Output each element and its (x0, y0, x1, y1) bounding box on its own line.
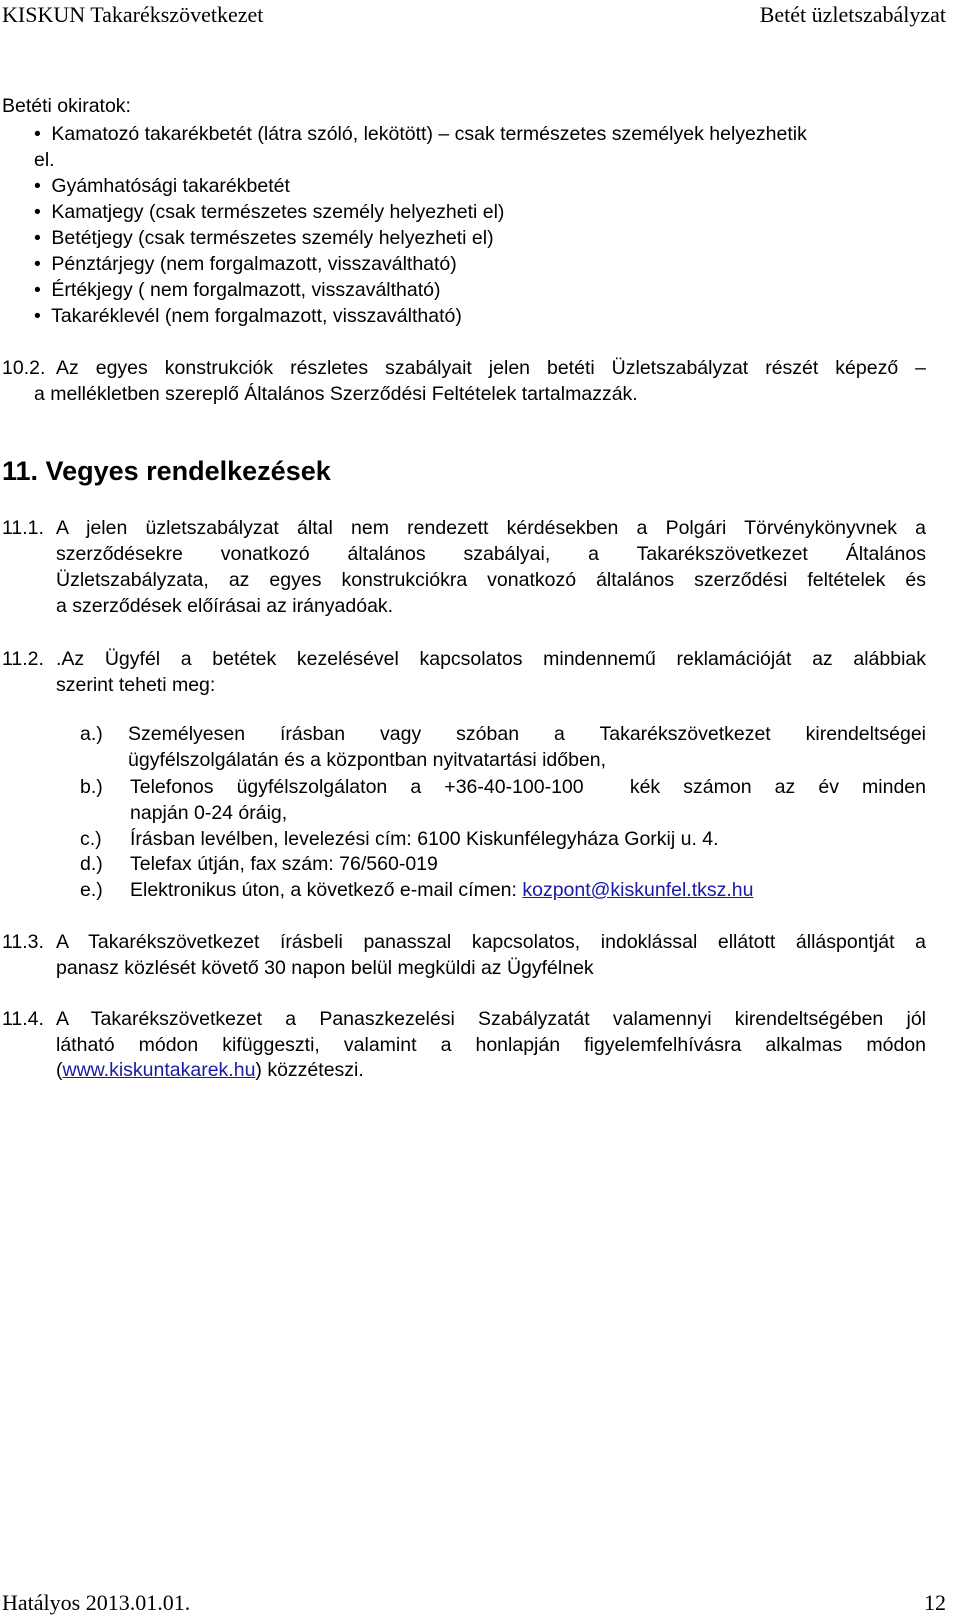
paren-open: ( (56, 1059, 63, 1081)
bullet-icon: • (34, 201, 41, 223)
item-c-line: Írásban levélben, levelezési cím: 6100 Kiskunfélegyháza Gorkij u. 4. (130, 828, 719, 850)
list-item (34, 123, 807, 146)
item-label-d: d.) (80, 853, 103, 875)
item-b-line: Telefonos ügyfélszolgálaton a +36-40-100-100 kék számon az év minden (130, 776, 926, 798)
item-d-line: Telefax útján, fax szám: 76/560-019 (130, 853, 438, 875)
item-e-text: Elektronikus úton, a következő e-mail címen: (130, 879, 523, 901)
section-11-2-line: .Az Ügyfél a betétek kezelésével kapcsolatos mindennemű reklamációját az alábbiak (56, 648, 926, 670)
bullet-icon: • (34, 175, 41, 197)
bullet-icon: • (34, 227, 41, 249)
deposit-docs-title: Betéti okiratok: (2, 95, 131, 117)
bullet-icon: • (34, 123, 41, 145)
section-11-3-line: A Takarékszövetkezet írásbeli panasszal kapcsolatos, indoklással ellátott álláspontját a (56, 931, 926, 953)
item-a-line: Személyesen írásban vagy szóban a Takarékszövetkezet kirendeltségei (128, 723, 926, 745)
section-number-11-1: 11.1. (2, 517, 44, 539)
list-item-text: Takaréklevél (nem forgalmazott, visszaváltható) (51, 305, 462, 327)
section-11-1-line: Üzletszabályzata, az egyes konstrukciókra vonatkozó általános szerződési feltételek és (56, 569, 926, 591)
section-11-1-line: szerződésekre vonatkozó általános szabályai, a Takarékszövetkezet Általános (56, 543, 926, 565)
bullet-icon: • (34, 279, 41, 301)
bullet-icon: • (34, 253, 41, 275)
list-item (34, 227, 494, 250)
page-number: 12 (924, 1590, 946, 1615)
list-item-text: Betétjegy (csak természetes személy helyezheti el) (51, 227, 494, 249)
list-item (34, 305, 462, 328)
item-label-a: a.) (80, 723, 103, 745)
website-link[interactable]: www.kiskuntakarek.hu (62, 1059, 256, 1081)
section-11-4-line: A Takarékszövetkezet a Panaszkezelési Szabályzatát valamennyi kirendeltségében jól (56, 1008, 926, 1030)
list-item-text: Pénztárjegy (nem forgalmazott, visszaváltható) (51, 253, 457, 275)
list-item-continuation: el. (34, 149, 55, 171)
list-item-text: Gyámhatósági takarékbetét (51, 175, 290, 197)
page-header (0, 0, 960, 36)
section-number-11-4: 11.4. (2, 1008, 44, 1030)
bullet-icon: • (34, 305, 41, 327)
item-label-b: b.) (80, 776, 103, 798)
section-11-4-tail: ) közzéteszi. (255, 1059, 364, 1081)
item-b-line: napján 0-24 óráig, (130, 802, 288, 824)
item-a-line: ügyfélszolgálatán és a központban nyitvatartási időben, (128, 749, 607, 771)
item-label-c: c.) (80, 828, 102, 850)
list-item (34, 253, 457, 276)
list-item (34, 201, 504, 224)
list-item (34, 175, 290, 198)
section-number-11-3: 11.3. (2, 931, 44, 953)
list-item-text: Kamatozó takarékbetét (látra szóló, lekötött) – csak természetes személyek helyezhetik (51, 123, 807, 145)
list-item (34, 279, 441, 302)
section-number-10-2: 10.2. (2, 357, 46, 379)
email-link[interactable]: kozpont@kiskunfel.tksz.hu (522, 879, 754, 901)
item-e-line (130, 879, 754, 902)
item-label-e: e.) (80, 879, 103, 901)
section-11-1-line: A jelen üzletszabályzat által nem rendezett kérdésekben a Polgári Törvénykönyvnek a (56, 517, 926, 539)
section-11-2-line: szerint teheti meg: (56, 674, 216, 696)
section-number-11-2: 11.2. (2, 648, 44, 670)
section-11-4-line (56, 1059, 364, 1082)
header-organization: KISKUN Takarékszövetkezet (2, 2, 264, 27)
section-11-4-line: látható módon kifüggeszti, valamint a honlapján figyelemfelhívásra alkalmas módon (56, 1034, 926, 1056)
section-11-1-line: a szerződések előírásai az irányadóak. (56, 595, 394, 617)
header-document-title: Betét üzletszabályzat (759, 2, 946, 27)
footer-effective-date: Hatályos 2013.01.01. (2, 1590, 191, 1615)
section-heading-11: 11. Vegyes rendelkezések (2, 456, 331, 486)
list-item-text: Értékjegy ( nem forgalmazott, visszaváltható) (51, 279, 441, 301)
list-item-text: Kamatjegy (csak természetes személy helyezheti el) (51, 201, 505, 223)
section-10-2-line: Az egyes konstrukciók részletes szabályait jelen betéti Üzletszabályzat részét képező – (56, 357, 926, 379)
section-11-3-line: panasz közlését követő 30 napon belül megküldi az Ügyfélnek (56, 957, 594, 979)
section-10-2-line: a mellékletben szereplő Általános Szerződési Feltételek tartalmazzák. (34, 383, 638, 405)
